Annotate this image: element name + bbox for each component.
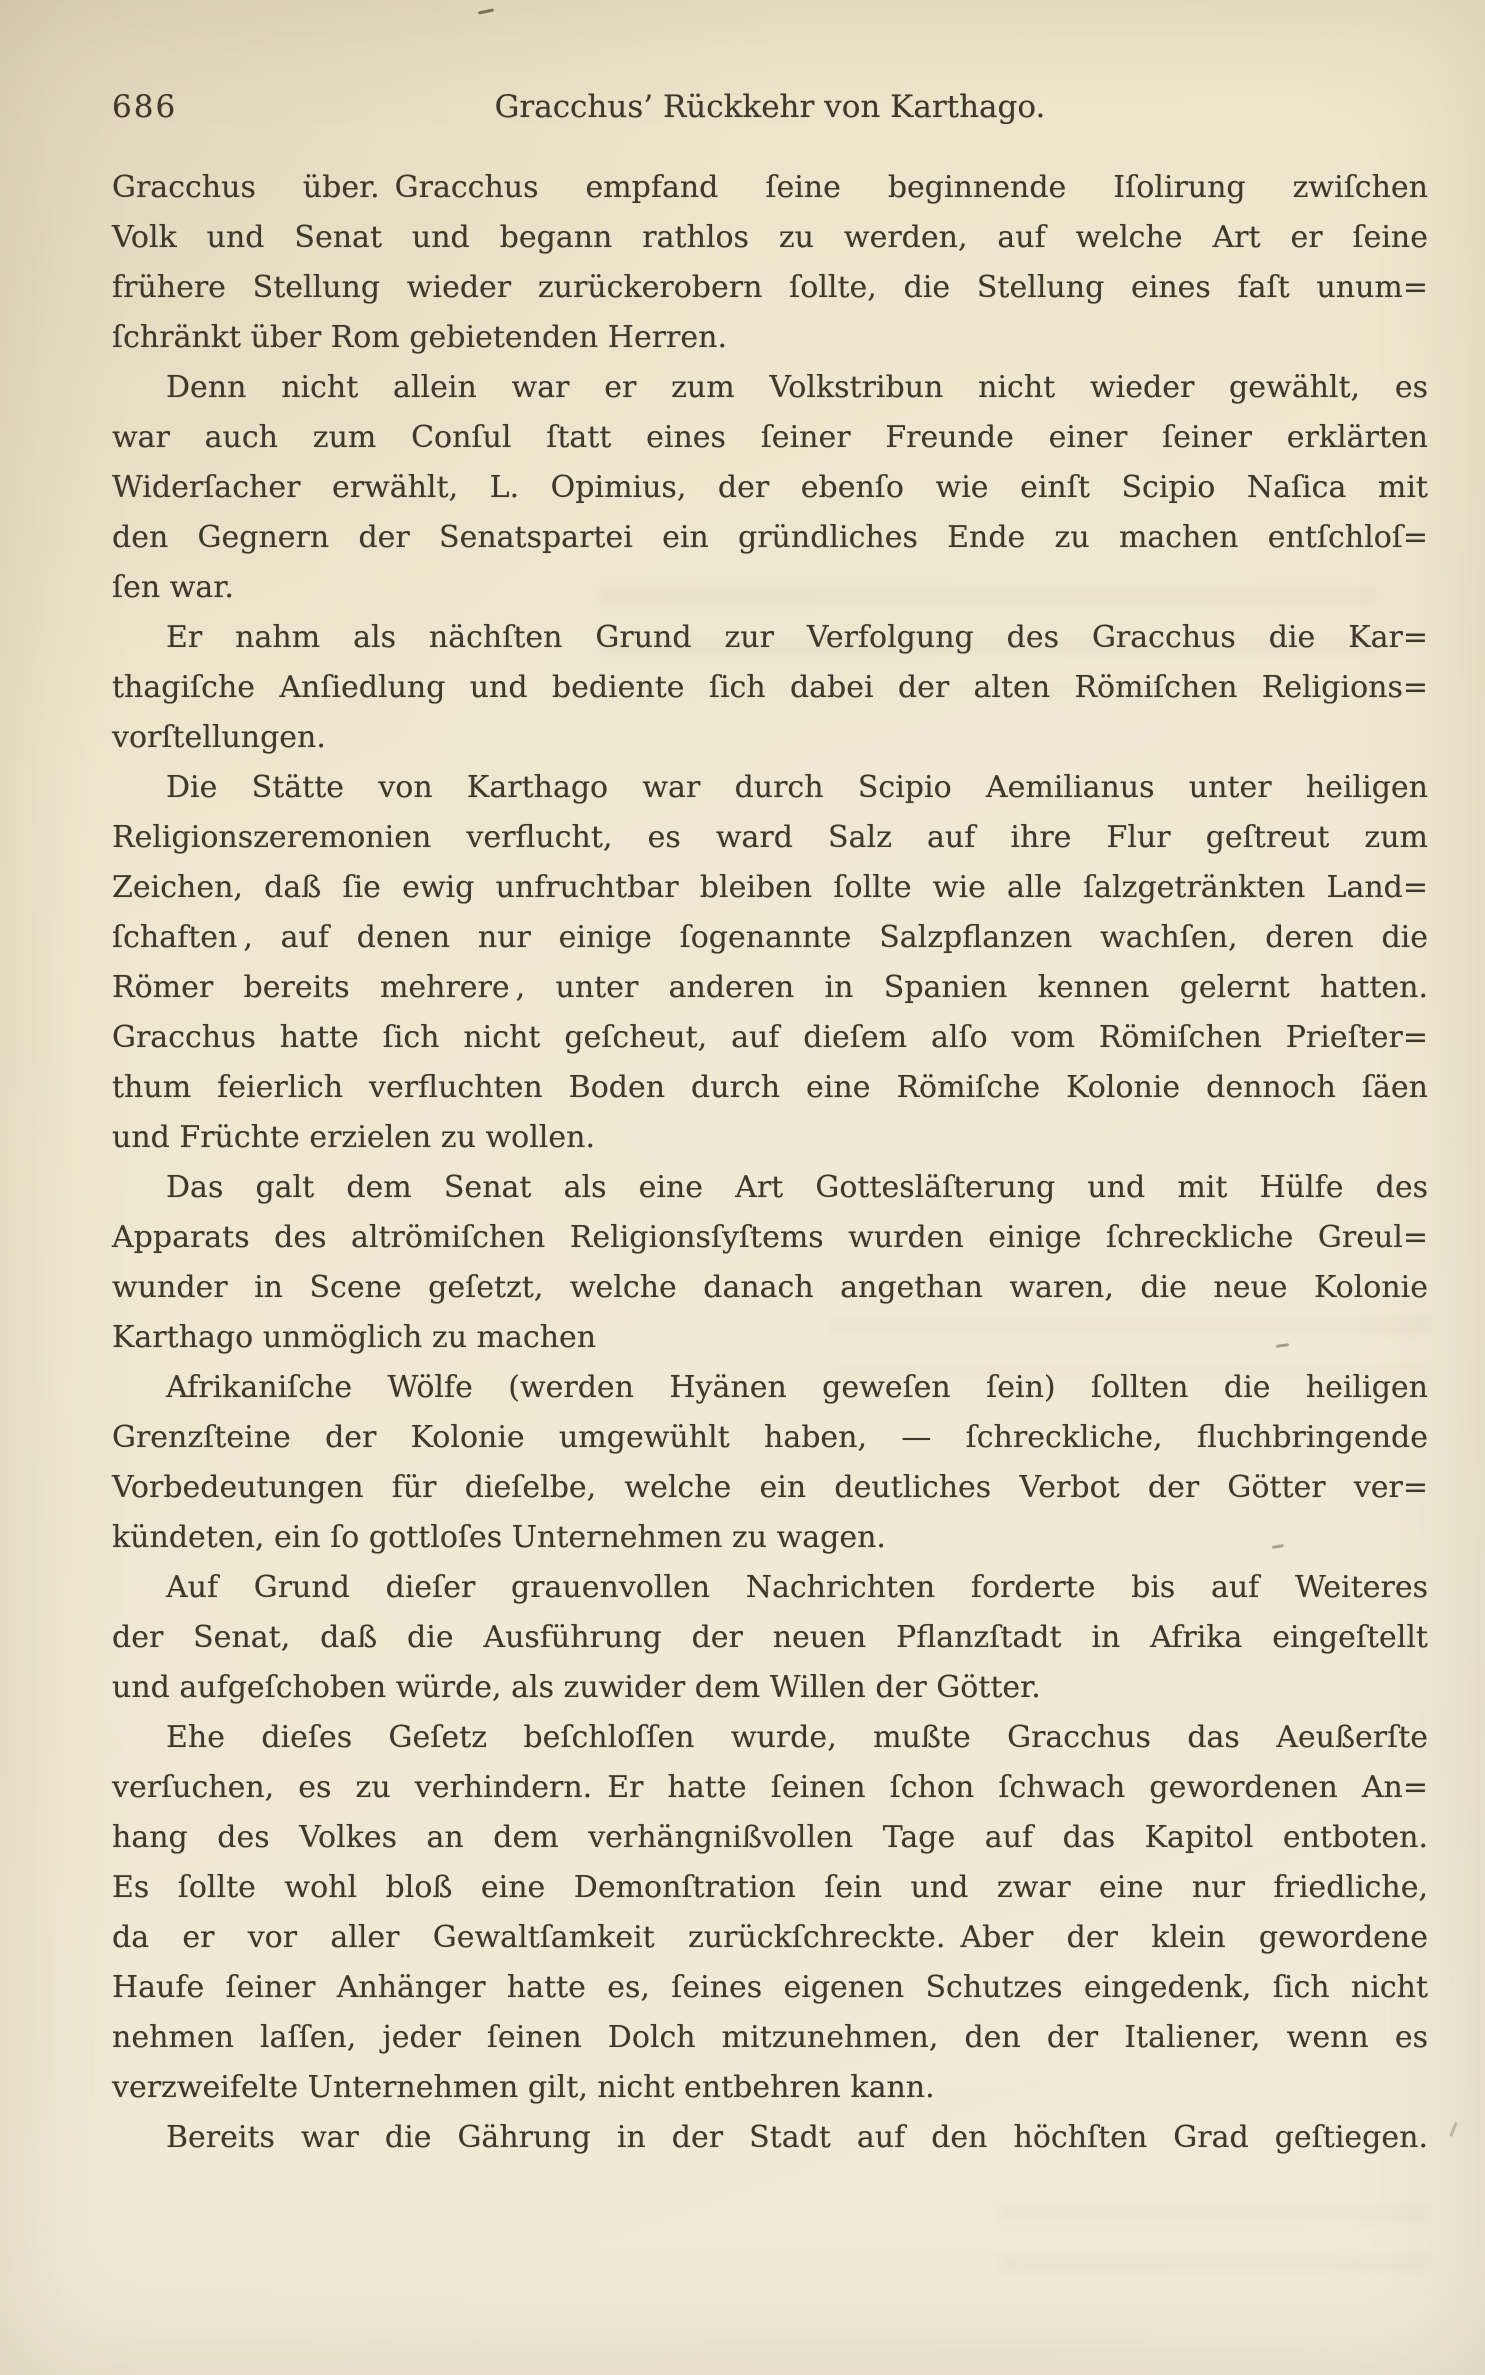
text-line: hang des Volkes an dem verhängnißvollen Tage auf das Kapitol entboten. — [112, 1820, 1428, 1855]
page-text — [112, 163, 1428, 2163]
text-line: Haufe ſeiner Anhänger hatte es, ſeines eigenen Schutzes eingedenk, ſich nicht — [112, 1970, 1428, 2005]
text-line: Vorbedeutungen für dieſelbe, welche ein deutliches Verbot der Götter ver= — [112, 1470, 1428, 1505]
show-through-ghost — [1000, 2205, 1430, 2271]
text-line: frühere Stellung wieder zurückerobern ſollte, die Stellung eines faſt unum= — [112, 270, 1428, 305]
running-title: Gracchus’ Rückkehr von Karthago. — [494, 89, 1046, 125]
text-line: Apparats des altrömiſchen Religionsſyſtems wurden einige ſchreckliche Greul= — [112, 1220, 1428, 1255]
text-line: Ehe dieſes Geſetz beſchloſſen wurde, mußte Gracchus das Aeußerſte — [166, 1720, 1428, 1755]
text-line: da er vor aller Gewaltſamkeit zurückſchreckte. Aber der klein gewordene — [112, 1920, 1428, 1955]
text-line: Gracchus über. Gracchus empfand ſeine beginnende Iſolirung zwiſchen — [112, 170, 1428, 205]
text-line: Römer bereits mehrere , unter anderen in Spanien kennen gelernt hatten. — [112, 970, 1428, 1005]
text-line: Zeichen, daß ſie ewig unfruchtbar bleiben ſollte wie alle ſalzgetränkten Land= — [112, 870, 1428, 905]
text-line: Er nahm als nächſten Grund zur Verfolgung des Gracchus die Kar= — [166, 620, 1428, 655]
text-line: Auf Grund dieſer grauenvollen Nachrichten forderte bis auf Weiteres — [166, 1570, 1428, 1605]
text-line: Volk und Senat und begann rathlos zu werden, auf welche Art er ſeine — [112, 220, 1428, 255]
text-line: verſuchen, es zu verhindern. Er hatte ſeinen ſchon ſchwach gewordenen An= — [112, 1770, 1428, 1805]
text-line: Religionszeremonien verflucht, es ward Salz auf ihre Flur geſtreut zum — [112, 820, 1428, 855]
ink-speck — [478, 8, 494, 14]
text-line: thagiſche Anſiedlung und bediente ſich dabei der alten Römiſchen Religions= — [112, 670, 1428, 705]
page-number: 686 — [112, 89, 178, 125]
text-line: war auch zum Conſul ſtatt eines ſeiner Freunde einer ſeiner erklärten — [112, 420, 1428, 455]
text-line: ſchränkt über Rom gebietenden Herren. — [112, 320, 727, 355]
text-line: den Gegnern der Senatspartei ein gründliches Ende zu machen entſchloſ= — [112, 520, 1428, 555]
text-line: Das galt dem Senat als eine Art Gottesläſterung und mit Hülfe des — [166, 1170, 1428, 1205]
text-line: vorſtellungen. — [112, 720, 326, 755]
text-line: Afrikaniſche Wölfe (werden Hyänen geweſen ſein) ſollten die heiligen — [166, 1370, 1428, 1405]
text-line: Gracchus hatte ſich nicht geſcheut, auf dieſem alſo vom Römiſchen Prieſter= — [112, 1020, 1428, 1055]
text-line: kündeten, ein ſo gottloſes Unternehmen zu wagen. — [112, 1520, 886, 1555]
text-line: Bereits war die Gährung in der Stadt auf den höchſten Grad geſtiegen. — [166, 2120, 1428, 2155]
text-line: thum feierlich verfluchten Boden durch eine Römiſche Kolonie dennoch ſäen — [112, 1070, 1428, 1105]
text-line: und Früchte erzielen zu wollen. — [112, 1120, 595, 1155]
text-line: verzweifelte Unternehmen gilt, nicht entbehren kann. — [112, 2070, 935, 2105]
text-line: nehmen laſſen, jeder ſeinen Dolch mitzunehmen, den der Italiener, wenn es — [112, 2020, 1428, 2055]
text-line: Widerſacher erwählt, L. Opimius, der ebenſo wie einſt Scipio Naſica mit — [112, 470, 1428, 505]
text-line: ſchaften , auf denen nur einige ſogenannte Salzpflanzen wachſen, deren die — [112, 920, 1428, 955]
text-line: wunder in Scene geſetzt, welche danach angethan waren, die neue Kolonie — [112, 1270, 1428, 1305]
ink-speck — [1449, 2122, 1457, 2137]
text-line: der Senat, daß die Ausführung der neuen Pflanzſtadt in Afrika eingeſtellt — [112, 1620, 1428, 1655]
text-line: ſen war. — [112, 570, 234, 605]
text-line: Es ſollte wohl bloß eine Demonſtration ſein und zwar eine nur friedliche, — [112, 1870, 1428, 1905]
text-line: Karthago unmöglich zu machen — [112, 1320, 597, 1355]
text-line: und aufgeſchoben würde, als zuwider dem Willen der Götter. — [112, 1670, 1041, 1705]
text-line: Die Stätte von Karthago war durch Scipio Aemilianus unter heiligen — [166, 770, 1428, 805]
text-line: Denn nicht allein war er zum Volkstribun nicht wieder gewählt, es — [166, 370, 1428, 405]
text-line: Grenzſteine der Kolonie umgewühlt haben, — ſchreckliche, fluchbringende — [112, 1420, 1428, 1455]
